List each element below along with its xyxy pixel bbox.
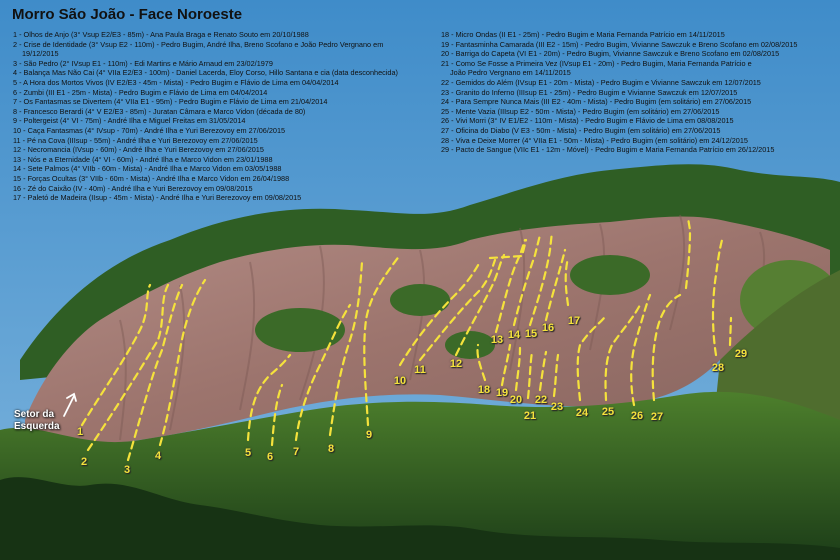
route-number-label: 28 [711, 362, 725, 374]
route-number-label: 12 [449, 358, 463, 370]
route-entry [441, 116, 797, 126]
route-number-label: 29 [734, 348, 748, 360]
route-entry-text: 20 - Barriga do Capeta (VI E1 - 20m) - Pedro Bugim, Vivianne Sawczuk e Breno Scofano em 02/08/2015 [441, 49, 780, 59]
route-number-label: 13 [490, 334, 504, 346]
route-entry-text: 19 - Fantasminha Camarada (III E2 - 15m) - Pedro Bugim, Vivianne Sawczuk e Breno Scofano em 02/08/2015 [441, 39, 798, 49]
route-entry [13, 97, 398, 107]
route-entry [441, 30, 797, 40]
route-number-label: 20 [509, 394, 523, 406]
route-entry [13, 155, 398, 165]
route-entry-text: 28 - Viva e Deixe Morrer (4° VIIa E1 - 50m - Mista) - Pedro Bugim (em solitário) em 24/12/2015 [441, 135, 748, 145]
route-number-label: 16 [541, 322, 555, 334]
route-number-label: 8 [327, 443, 335, 455]
route-entry-text: 10 - Caça Fantasmas (4° IVsup - 70m) - André Ilha e Yuri Berezovoy em 27/06/2015 [13, 125, 286, 135]
route-entry-text: 12 - Necromancia (IVsup - 60m) - André Ilha e Yuri Berezovoy em 27/06/2015 [13, 145, 264, 155]
route-number-label: 26 [630, 410, 644, 422]
route-entry-text: 1 - Olhos de Anjo (3° Vsup E2/E3 - 85m) - Ana Paula Braga e Renato Souto em 20/10/1988 [13, 30, 309, 39]
route-entry-text: 3 - São Pedro (2° IVsup E1 - 110m) - Edi Martins e Mário Arnaud em 23/02/1979 [13, 58, 273, 68]
route-number-label: 21 [523, 410, 537, 422]
route-entry-text: 5 - A Hora dos Mortos Vivos (IV E2/E3 - 45m - Mista) - Pedro Bugim e Flávio de Lima em 04/04/2014 [13, 77, 339, 87]
route-number-label: 15 [524, 328, 538, 340]
route-entry-text: 6 - Zumbi (III E1 - 25m - Mista) - Pedro Bugim e Flávio de Lima em 04/04/2014 [13, 87, 268, 97]
route-entry [441, 126, 797, 136]
route-number-label: 19 [495, 387, 509, 399]
route-entry [441, 40, 797, 50]
route-entry [441, 49, 797, 59]
route-number-label: 10 [393, 375, 407, 387]
route-entry-text: 8 - Francesco Berardi (4° V E2/E3 - 85m) - Juratan Câmara e Marco Vidon (década de 80) [13, 106, 306, 116]
route-entry [13, 78, 398, 88]
route-entry-text: 23 - Granito do Inferno (IIIsup E1 - 25m) - Pedro Bugim e Vivianne Sawczuk em 12/07/2015 [441, 87, 738, 97]
route-entry [13, 145, 398, 155]
route-number-label: 2 [80, 456, 88, 468]
route-number-label: 22 [534, 394, 548, 406]
route-entry [13, 136, 398, 146]
route-entry-text: 7 - Os Fantasmas se Divertem (4° VIIa E1 - 95m) - Pedro Bugim e Flávio de Lima em 21/04/2014 [13, 97, 328, 107]
route-list-left [13, 30, 398, 203]
route-number-label: 25 [601, 406, 615, 418]
route-entry [13, 68, 398, 78]
route-entry [441, 78, 797, 88]
route-number-label: 3 [123, 464, 131, 476]
route-entry-text: 22 - Gemidos do Além (IVsup E1 - 20m - Mista) - Pedro Bugim e Vivianne Sawczuk em 12/07/2015 [441, 77, 761, 87]
route-number-label: 7 [292, 446, 300, 458]
route-entry-text: 18 - Micro Ondas (II E1 - 25m) - Pedro Bugim e Maria Fernanda Patrício em 14/11/2015 [441, 30, 725, 39]
route-entry [441, 97, 797, 107]
sector-label [14, 409, 60, 433]
route-entry [441, 59, 797, 78]
route-entry-text: 17 - Paletó de Madeira (IIsup - 45m - Mista) - André Ilha e Yuri Berezovoy em 09/08/2015 [13, 193, 302, 203]
route-entry-text: 25 - Mente Vazia (IIIsup E2 - 50m - Mista) - Pedro Bugim (em solitário) em 27/06/2015 [441, 106, 720, 116]
route-entry [13, 164, 398, 174]
route-entry [13, 174, 398, 184]
route-entry-continuation: João Pedro Vergnano em 14/11/2015 [450, 68, 571, 78]
route-entry-text: 2 - Crise de Identidade (3° Vsup E2 - 110m) - Pedro Bugim, André Ilha, Breno Scofano e João Pedro Vergnano em [13, 39, 384, 49]
route-number-label: 11 [414, 364, 426, 376]
route-entry-text: 11 - Pé na Cova (IIIsup - 55m) - André Ilha e Yuri Berezovoy em 27/06/2015 [13, 135, 258, 145]
route-entry [441, 136, 797, 146]
route-entry-text: 27 - Oficina do Diabo (V E3 - 50m - Mista) - Pedro Bugim (em solitário) em 27/06/2015 [441, 125, 721, 135]
route-number-label: 1 [76, 426, 84, 438]
route-entry-text: 24 - Para Sempre Nunca Mais (III E2 - 40m - Mista) - Pedro Bugim (em solitário) em 27/06/2015 [441, 97, 752, 107]
route-number-label: 6 [266, 451, 274, 463]
page-title: Morro São João - Face Noroeste [12, 6, 243, 23]
route-number-label: 4 [154, 450, 162, 462]
route-number-label: 18 [477, 384, 491, 396]
route-number-label: 5 [244, 447, 252, 459]
route-entry-text: 9 - Poltergeist (4° VI - 75m) - André Ilha e Miguel Freitas em 31/05/2014 [13, 116, 246, 126]
route-number-label: 17 [567, 315, 581, 327]
route-number-label: 27 [650, 411, 664, 423]
route-entry [13, 88, 398, 98]
route-entry-text: 29 - Pacto de Sangue (VIIc E1 - 12m - Móvel) - Pedro Bugim e Maria Fernanda Patrício em 26/12/2015 [441, 145, 775, 155]
route-entry-text: 26 - Vivi Morri (3° IV E1/E2 - 110m - Mista) - Pedro Bugim e Flávio de Lima em 08/08/2015 [441, 116, 734, 126]
sector-label-line-1: Setor da [14, 409, 55, 420]
route-entry [441, 145, 797, 155]
route-entry [13, 30, 398, 40]
route-entry [13, 59, 398, 69]
route-entry-text: 4 - Balança Mas Não Cai (4° VIIa E2/E3 - 100m) - Daniel Lacerda, Eloy Corso, Hillo Santana e cia (data desconhecida) [13, 68, 398, 78]
route-entry [441, 88, 797, 98]
route-entry [13, 193, 398, 203]
route-entry [13, 40, 398, 59]
route-entry [441, 107, 797, 117]
route-entry-text: 16 - Zé do Caixão (IV - 40m) - André Ilha e Yuri Berezovoy em 09/08/2015 [13, 183, 253, 193]
route-number-label: 24 [575, 407, 589, 419]
route-entry-text: 21 - Como Se Fosse a Primeira Vez (IVsup E1 - 20m) - Pedro Bugim, Maria Fernanda Patrício e [441, 58, 752, 68]
route-entry [13, 184, 398, 194]
route-entry-text: 13 - Nós e a Eternidade (4° VI - 60m) - André Ilha e Marco Vidon em 23/01/1988 [13, 154, 273, 164]
sector-label-line-2: Esquerda [14, 421, 60, 432]
route-number-label: 23 [550, 401, 564, 413]
route-entry-continuation: 19/12/2015 [22, 49, 59, 59]
route-entry [13, 116, 398, 126]
route-list-right [441, 30, 797, 155]
route-entry-text: 14 - Sete Palmos (4° VIIb - 60m - Mista) - André Ilha e Marco Vidon em 03/05/1988 [13, 164, 282, 174]
route-entry [13, 126, 398, 136]
route-number-label: 14 [507, 329, 521, 341]
route-number-label: 9 [365, 429, 373, 441]
route-entry [13, 107, 398, 117]
route-entry-text: 15 - Forças Ocultas (3° VIIb - 60m - Mista) - André Ilha e Marco Vidon em 26/04/1988 [13, 173, 290, 183]
